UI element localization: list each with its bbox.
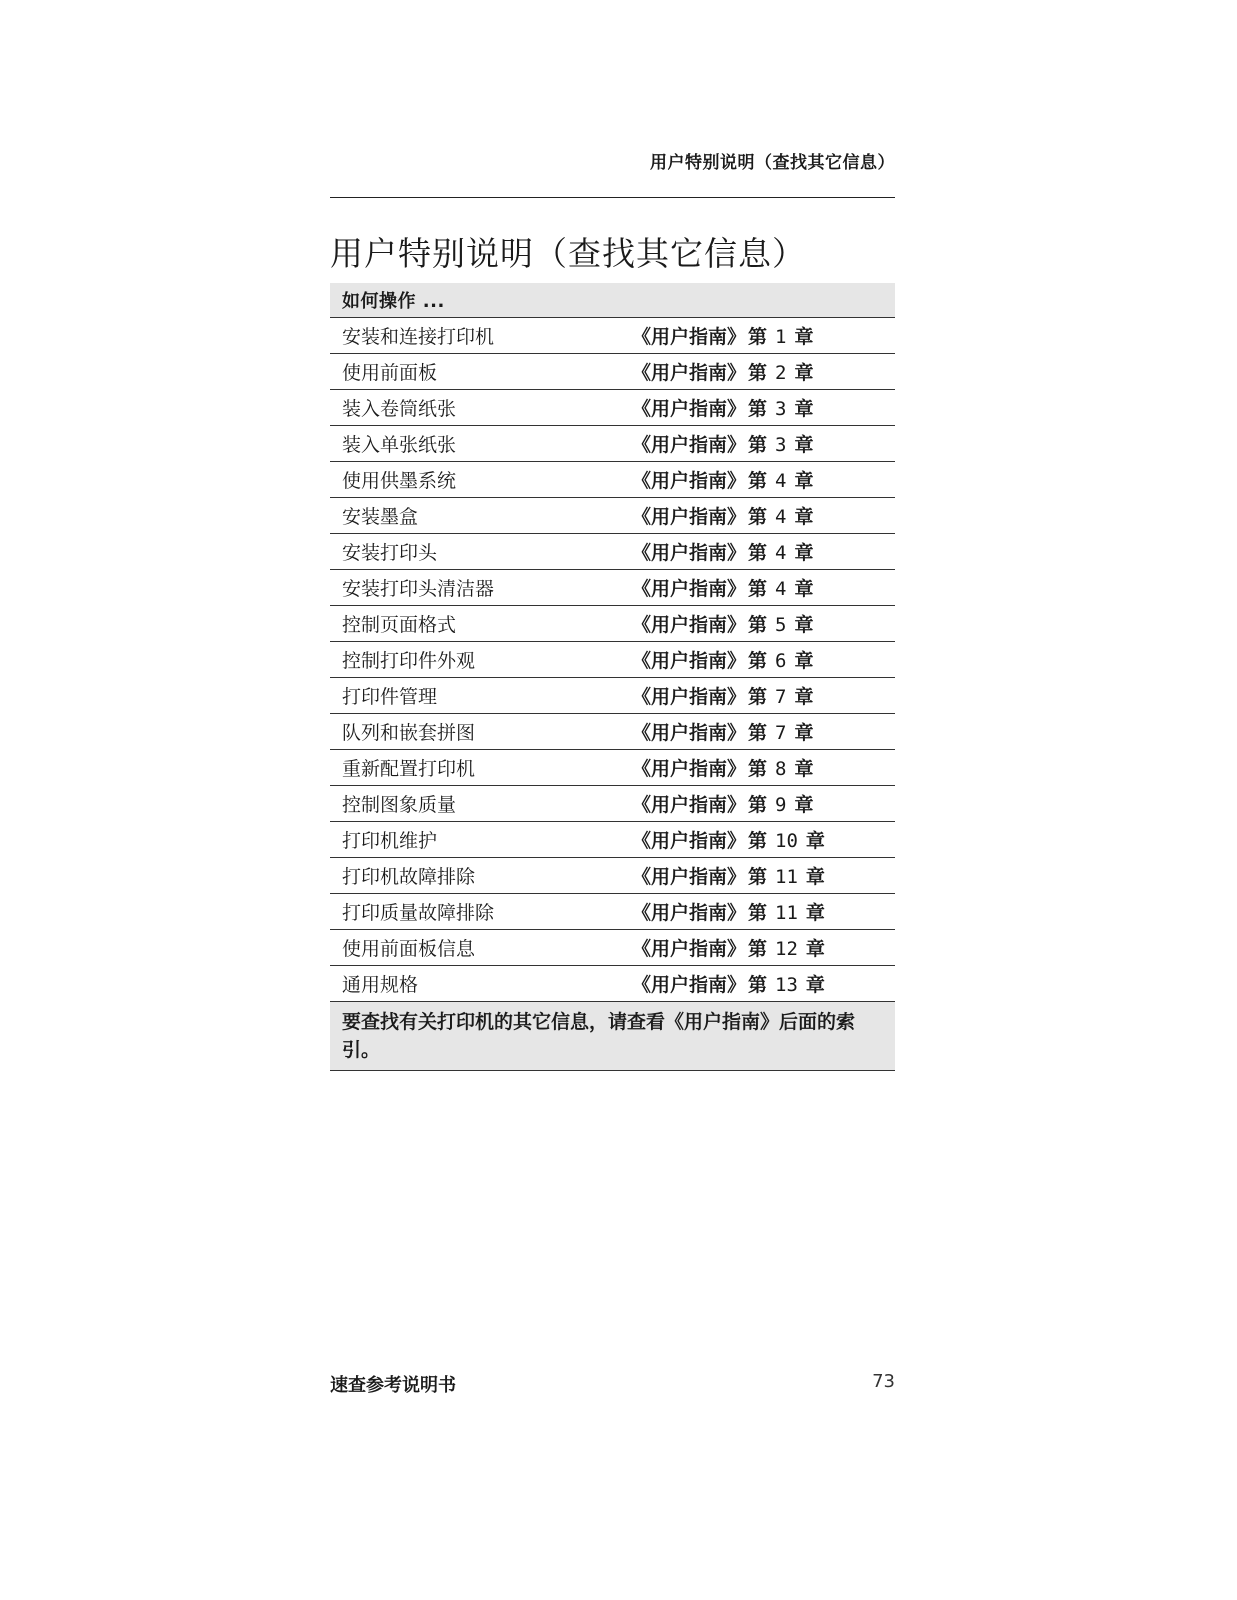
task-cell: 通用规格 — [330, 966, 632, 1002]
page-title: 用户特别说明（查找其它信息） — [330, 234, 806, 274]
table-body — [330, 318, 895, 1002]
book-title: 《用户指南》 — [632, 758, 747, 780]
chapter-prefix: 第 — [748, 686, 768, 708]
chapter-number: 11 — [775, 902, 798, 924]
book-title: 《用户指南》 — [632, 974, 747, 996]
book-title: 《用户指南》 — [632, 650, 747, 672]
chapter-number: 2 — [775, 362, 787, 384]
reference-cell — [632, 426, 895, 462]
table-row — [330, 786, 895, 822]
chapter-prefix: 第 — [748, 794, 768, 816]
table-row — [330, 318, 895, 354]
reference-cell — [632, 930, 895, 966]
chapter-number: 10 — [775, 830, 798, 852]
task-cell: 打印机故障排除 — [330, 858, 632, 894]
task-cell: 安装打印头 — [330, 534, 632, 570]
chapter-suffix: 章 — [794, 506, 814, 528]
table-row — [330, 930, 895, 966]
book-title: 《用户指南》 — [632, 902, 747, 924]
book-title: 《用户指南》 — [632, 434, 747, 456]
table-row — [330, 426, 895, 462]
chapter-prefix: 第 — [748, 326, 768, 348]
book-title: 《用户指南》 — [632, 830, 747, 852]
footnote-row — [330, 1002, 895, 1071]
table-row — [330, 534, 895, 570]
chapter-suffix: 章 — [794, 650, 814, 672]
chapter-number: 9 — [775, 794, 787, 816]
table-header-row — [330, 283, 895, 318]
chapter-prefix: 第 — [748, 578, 768, 600]
task-cell: 打印件管理 — [330, 678, 632, 714]
reference-cell — [632, 642, 895, 678]
task-cell: 控制页面格式 — [330, 606, 632, 642]
book-title: 《用户指南》 — [632, 578, 747, 600]
task-cell: 安装和连接打印机 — [330, 318, 632, 354]
book-title: 《用户指南》 — [632, 326, 747, 348]
table-row — [330, 678, 895, 714]
chapter-number: 7 — [775, 722, 787, 744]
chapter-suffix: 章 — [794, 542, 814, 564]
chapter-suffix: 章 — [794, 398, 814, 420]
reference-cell — [632, 498, 895, 534]
chapter-prefix: 第 — [748, 614, 768, 636]
task-cell: 打印质量故障排除 — [330, 894, 632, 930]
table-row — [330, 894, 895, 930]
table-row — [330, 570, 895, 606]
task-cell: 重新配置打印机 — [330, 750, 632, 786]
chapter-number: 12 — [775, 938, 798, 960]
reference-cell — [632, 894, 895, 930]
task-cell: 队列和嵌套拼图 — [330, 714, 632, 750]
chapter-prefix: 第 — [748, 470, 768, 492]
task-cell: 安装打印头清洁器 — [330, 570, 632, 606]
chapter-prefix: 第 — [748, 398, 768, 420]
table-heading: 如何操作 ... — [330, 283, 895, 318]
chapter-suffix: 章 — [794, 686, 814, 708]
chapter-prefix: 第 — [748, 758, 768, 780]
chapter-suffix: 章 — [805, 830, 825, 852]
book-title: 《用户指南》 — [632, 686, 747, 708]
task-cell: 打印机维护 — [330, 822, 632, 858]
chapter-prefix: 第 — [748, 542, 768, 564]
chapter-number: 3 — [775, 434, 787, 456]
book-title: 《用户指南》 — [632, 362, 747, 384]
reference-cell — [632, 858, 895, 894]
table-row — [330, 606, 895, 642]
header-rule — [330, 197, 895, 198]
chapter-number: 5 — [775, 614, 787, 636]
running-header: 用户特别说明（查找其它信息） — [650, 153, 895, 173]
chapter-prefix: 第 — [748, 650, 768, 672]
book-title: 《用户指南》 — [632, 614, 747, 636]
chapter-number: 3 — [775, 398, 787, 420]
chapter-suffix: 章 — [794, 794, 814, 816]
table-row — [330, 714, 895, 750]
chapter-suffix: 章 — [794, 326, 814, 348]
table-row — [330, 498, 895, 534]
chapter-prefix: 第 — [748, 722, 768, 744]
chapter-number: 8 — [775, 758, 787, 780]
task-cell: 使用前面板 — [330, 354, 632, 390]
reference-cell — [632, 318, 895, 354]
chapter-suffix: 章 — [794, 362, 814, 384]
task-cell: 装入卷筒纸张 — [330, 390, 632, 426]
chapter-suffix: 章 — [805, 974, 825, 996]
chapter-number: 4 — [775, 542, 787, 564]
chapter-suffix: 章 — [794, 434, 814, 456]
reference-cell — [632, 606, 895, 642]
chapter-prefix: 第 — [748, 866, 768, 888]
reference-cell — [632, 534, 895, 570]
book-title: 《用户指南》 — [632, 866, 747, 888]
chapter-suffix: 章 — [805, 902, 825, 924]
reference-cell — [632, 678, 895, 714]
reference-cell — [632, 822, 895, 858]
task-cell: 安装墨盒 — [330, 498, 632, 534]
table-row — [330, 858, 895, 894]
chapter-suffix: 章 — [794, 614, 814, 636]
task-cell: 控制打印件外观 — [330, 642, 632, 678]
table-row — [330, 966, 895, 1002]
chapter-prefix: 第 — [748, 362, 768, 384]
chapter-suffix: 章 — [794, 758, 814, 780]
reference-cell — [632, 462, 895, 498]
table-row — [330, 642, 895, 678]
table-row — [330, 822, 895, 858]
task-cell: 控制图象质量 — [330, 786, 632, 822]
chapter-number: 4 — [775, 506, 787, 528]
chapter-suffix: 章 — [794, 470, 814, 492]
reference-cell — [632, 354, 895, 390]
chapter-suffix: 章 — [794, 578, 814, 600]
book-title: 《用户指南》 — [632, 722, 747, 744]
reference-table — [330, 283, 895, 1071]
footer-book-title: 速查参考说明书 — [330, 1375, 456, 1396]
chapter-number: 7 — [775, 686, 787, 708]
reference-cell — [632, 750, 895, 786]
reference-cell — [632, 570, 895, 606]
task-cell: 使用供墨系统 — [330, 462, 632, 498]
chapter-number: 4 — [775, 470, 787, 492]
chapter-prefix: 第 — [748, 434, 768, 456]
table-row — [330, 750, 895, 786]
reference-cell — [632, 390, 895, 426]
chapter-number: 11 — [775, 866, 798, 888]
chapter-suffix: 章 — [805, 938, 825, 960]
reference-cell — [632, 714, 895, 750]
chapter-prefix: 第 — [748, 830, 768, 852]
book-title: 《用户指南》 — [632, 794, 747, 816]
table-row — [330, 390, 895, 426]
book-title: 《用户指南》 — [632, 542, 747, 564]
chapter-number: 4 — [775, 578, 787, 600]
chapter-prefix: 第 — [748, 974, 768, 996]
task-cell: 使用前面板信息 — [330, 930, 632, 966]
book-title: 《用户指南》 — [632, 938, 747, 960]
chapter-prefix: 第 — [748, 506, 768, 528]
chapter-prefix: 第 — [748, 938, 768, 960]
reference-cell — [632, 786, 895, 822]
chapter-prefix: 第 — [748, 902, 768, 924]
table-row — [330, 354, 895, 390]
reference-cell — [632, 966, 895, 1002]
book-title: 《用户指南》 — [632, 470, 747, 492]
table-row — [330, 462, 895, 498]
chapter-number: 6 — [775, 650, 787, 672]
page-number: 73 — [872, 1371, 895, 1392]
chapter-number: 13 — [775, 974, 798, 996]
task-cell: 装入单张纸张 — [330, 426, 632, 462]
chapter-suffix: 章 — [805, 866, 825, 888]
book-title: 《用户指南》 — [632, 398, 747, 420]
chapter-suffix: 章 — [794, 722, 814, 744]
book-title: 《用户指南》 — [632, 506, 747, 528]
footnote-text: 要查找有关打印机的其它信息，请查看《用户指南》后面的索引。 — [330, 1002, 895, 1071]
chapter-number: 1 — [775, 326, 787, 348]
